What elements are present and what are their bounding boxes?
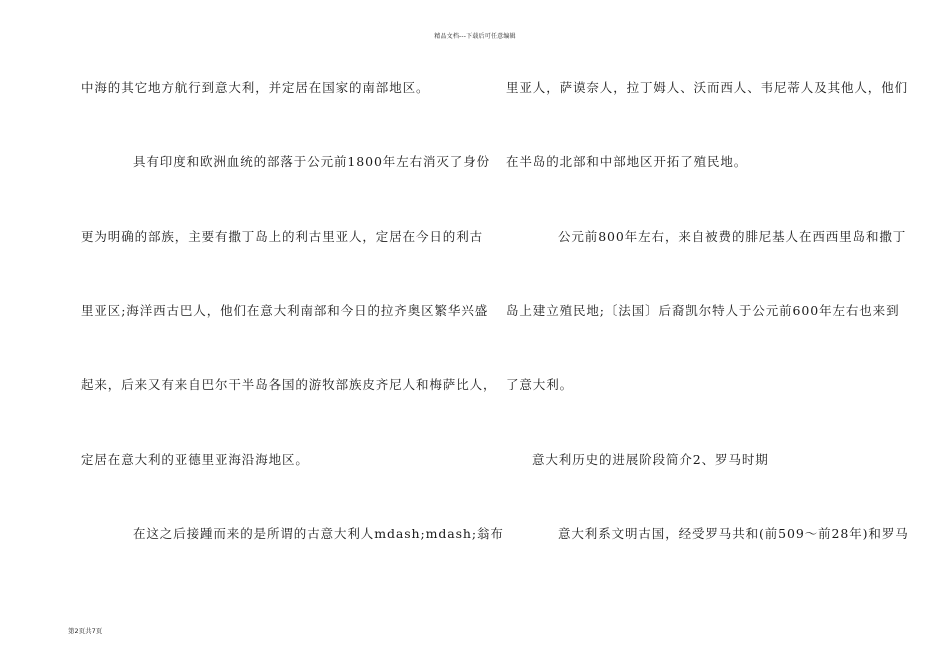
- section-heading: 意大利历史的进展阶段简介2、罗马时期: [532, 452, 769, 467]
- text-line: 意大利系文明古国，经受罗马共和(前509～前28年)和罗马: [558, 526, 909, 541]
- text-line: 中海的其它地方航行到意大利，并定居在国家的南部地区。: [81, 80, 430, 95]
- text-line: 起来，后来又有来自巴尔干半岛各国的游牧部族皮齐尼人和梅萨比人，: [81, 377, 497, 392]
- text-line: 在半岛的北部和中部地区开拓了殖民地。: [506, 154, 748, 169]
- text-line: 了意大利。: [506, 377, 574, 392]
- text-line: 里亚人，萨谟奈人，拉丁姆人、沃而西人、韦尼蒂人及其他人，他们: [506, 80, 909, 95]
- text-line: 更为明确的部族，主要有撒丁岛上的利古里亚人，定居在今日的利古: [81, 229, 484, 244]
- text-line: 在这之后接踵而来的是所谓的古意大利人mdash;mdash;翁布: [133, 526, 504, 541]
- text-line: 里亚区;海洋西古巴人，他们在意大利南部和今日的拉齐奥区繁华兴盛: [81, 303, 489, 318]
- text-line: 定居在意大利的亚德里亚海沿海地区。: [81, 452, 309, 467]
- page-number: 第2页共7页: [68, 627, 103, 635]
- page-header: 精品文档---下载后可任意编辑: [434, 33, 516, 40]
- text-line: 具有印度和欧洲血统的部落于公元前1800年左右消灭了身份: [133, 154, 491, 169]
- text-line: 公元前800年左右，来自被费的腓尼基人在西西里岛和撒丁: [558, 229, 907, 244]
- text-line: 岛上建立殖民地;〔法国〕后裔凯尔特人于公元前600年左右也来到: [506, 303, 900, 318]
